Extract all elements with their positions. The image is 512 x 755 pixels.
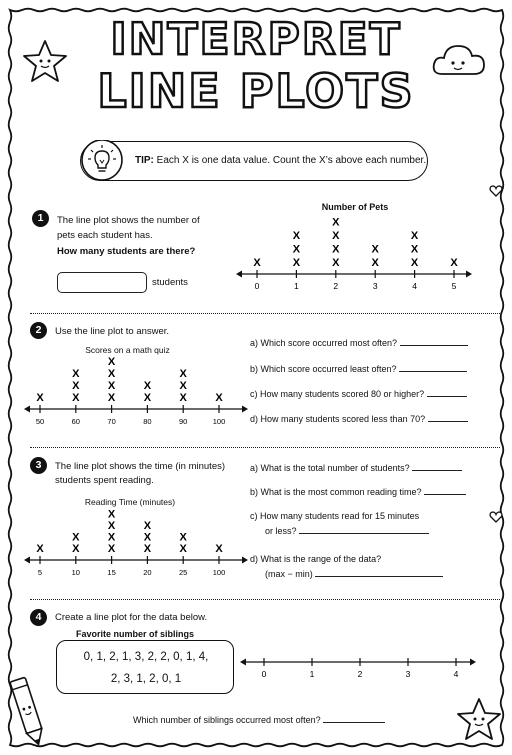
axis-arrow-left: [240, 659, 246, 666]
question-2a: a) Which score occurred most often?: [250, 337, 468, 350]
data-values-line1: 0, 1, 2, 1, 3, 2, 2, 0, 1, 4,: [83, 651, 209, 663]
tick-label: 3: [372, 281, 378, 291]
answer-unit: students: [152, 277, 188, 288]
x-mark: X: [107, 368, 116, 380]
x-mark: X: [36, 392, 44, 404]
answer-blank[interactable]: [299, 525, 429, 534]
x-mark: X: [107, 543, 116, 555]
blank-line-plot[interactable]: [236, 648, 480, 688]
tick-label: 15: [107, 568, 116, 577]
section-1-question: How many students are there?: [57, 246, 196, 257]
x-mark: X: [179, 543, 187, 555]
section-divider: [30, 599, 500, 600]
x-mark: X: [450, 257, 458, 269]
x-mark: X: [410, 257, 419, 269]
question-3b: b) What is the most common reading time?: [250, 486, 466, 499]
tick-label: 1: [294, 281, 299, 291]
x-mark: X: [107, 356, 116, 368]
answer-blank[interactable]: [424, 486, 466, 495]
question-2c: c) How many students scored 80 or higher?: [250, 388, 467, 401]
section-1-line1: The line plot shows the number of: [57, 215, 200, 226]
x-mark: X: [179, 380, 187, 392]
axis-arrow-right: [466, 271, 472, 278]
page-title-line2: LINE PLOTS: [97, 64, 415, 118]
x-mark: X: [292, 230, 301, 242]
tick-label: 5: [451, 281, 457, 291]
x-mark: X: [143, 543, 152, 555]
x-mark: X: [72, 368, 80, 380]
tick-label: 4: [412, 281, 417, 291]
answer-blank[interactable]: [323, 714, 385, 723]
x-mark: X: [72, 392, 80, 404]
x-mark: X: [107, 531, 116, 544]
x-mark: X: [332, 257, 340, 269]
tick-label: 25: [179, 568, 188, 577]
x-mark: X: [72, 531, 80, 544]
tick-label: 0: [261, 669, 267, 679]
line-plot-pets: [232, 212, 476, 302]
tick-label: 60: [71, 417, 80, 426]
tick-label: 100: [212, 417, 226, 426]
x-mark: X: [292, 243, 301, 256]
tick-label: 3: [405, 669, 411, 679]
tip-box: [80, 141, 428, 181]
tip-label: TIP:: [135, 155, 154, 166]
x-mark: X: [72, 543, 80, 555]
x-mark: X: [107, 508, 116, 521]
axis-arrow-left: [24, 406, 30, 413]
tick-label: 5: [37, 568, 43, 577]
question-2b: b) Which score occurred least often?: [250, 363, 467, 376]
answer-blank[interactable]: [315, 568, 443, 577]
answer-blank[interactable]: [428, 413, 468, 422]
tick-label: 2: [357, 669, 363, 679]
section-3-line2: students spent reading.: [55, 475, 154, 486]
axis-arrow-right: [242, 557, 248, 564]
x-mark: X: [410, 243, 419, 256]
heart-icon: [489, 510, 503, 524]
data-values-line2: 2, 3, 1, 2, 0, 1: [110, 673, 182, 685]
answer-blank[interactable]: [412, 462, 462, 471]
x-mark: X: [215, 392, 223, 404]
x-mark: X: [410, 230, 419, 242]
question-3d-cont: (max − min): [265, 568, 443, 581]
axis-arrow-left: [24, 557, 30, 564]
line-plot-quiz-scores: [22, 356, 252, 436]
section-divider: [30, 313, 500, 314]
plot-2-title: Scores on a math quiz: [85, 345, 170, 355]
tick-label: 0: [254, 281, 260, 291]
tick-label: 10: [71, 568, 80, 577]
x-mark: X: [253, 257, 261, 269]
plot-1-title: Number of Pets: [321, 202, 389, 212]
data-box: [56, 640, 234, 694]
section-1-number: 1: [32, 210, 49, 227]
section-2-instruction: Use the line plot to answer.: [55, 326, 170, 337]
heart-icon: [489, 184, 503, 198]
data-title: Favorite number of siblings: [76, 629, 195, 639]
tick-label: 2: [333, 281, 339, 291]
final-question: Which number of siblings occurred most often?: [133, 714, 385, 727]
x-mark: X: [179, 531, 187, 544]
axis-arrow-right: [470, 659, 476, 666]
answer-blank[interactable]: [400, 337, 468, 346]
axis-arrow-left: [236, 271, 242, 278]
axis-arrow-right: [242, 406, 248, 413]
x-mark: X: [143, 380, 152, 392]
x-mark: X: [332, 243, 340, 256]
tick-label: 50: [35, 417, 45, 426]
x-mark: X: [332, 230, 340, 242]
x-mark: X: [371, 243, 379, 256]
tick-label: 70: [107, 417, 116, 426]
plot-3-title: Reading Time (minutes): [84, 497, 176, 507]
x-mark: X: [332, 216, 340, 229]
page-title-line1: INTERPRET: [110, 14, 402, 65]
x-mark: X: [143, 392, 152, 404]
section-3-line1: The line plot shows the time (in minutes): [55, 461, 226, 472]
question-2d: d) How many students scored less than 70?: [250, 413, 468, 426]
x-mark: X: [143, 531, 152, 544]
x-mark: X: [107, 392, 116, 404]
line-plot-reading-time: [22, 508, 252, 588]
section-divider: [30, 447, 500, 448]
answer-blank[interactable]: [427, 388, 467, 397]
x-mark: X: [371, 257, 379, 269]
tick-label: 90: [179, 417, 188, 426]
x-mark: X: [107, 520, 116, 532]
question-3c-cont: or less?: [265, 525, 429, 538]
tick-label: 1: [309, 669, 315, 679]
lightbulb-icon: [81, 140, 125, 184]
section-1-line2: pets each student has.: [57, 230, 153, 241]
x-mark: X: [179, 368, 187, 380]
x-mark: X: [179, 392, 187, 404]
x-mark: X: [72, 380, 80, 392]
x-mark: X: [292, 257, 301, 269]
section-4-number: 4: [30, 609, 47, 626]
tick-label: 20: [143, 568, 152, 577]
question-3d: d) What is the range of the data?: [250, 554, 382, 564]
pencil-icon: [10, 672, 46, 750]
star-icon: [456, 696, 502, 742]
section-4-instruction: Create a line plot for the data below.: [55, 612, 208, 623]
answer-input-box[interactable]: [57, 272, 147, 293]
tick-label: 4: [453, 669, 459, 679]
x-mark: X: [143, 520, 152, 532]
x-mark: X: [36, 543, 44, 555]
tick-label: 100: [212, 568, 226, 577]
answer-blank[interactable]: [399, 363, 467, 372]
x-mark: X: [107, 380, 116, 392]
x-mark: X: [215, 543, 223, 555]
tip-text: Each X is one data value. Count the X’s above each number.: [156, 155, 427, 166]
section-3-number: 3: [30, 457, 47, 474]
tick-label: 80: [143, 417, 152, 426]
question-3c: c) How many students read for 15 minutes: [250, 511, 420, 521]
question-3a: a) What is the total number of students?: [250, 462, 462, 475]
section-2-number: 2: [30, 322, 47, 339]
